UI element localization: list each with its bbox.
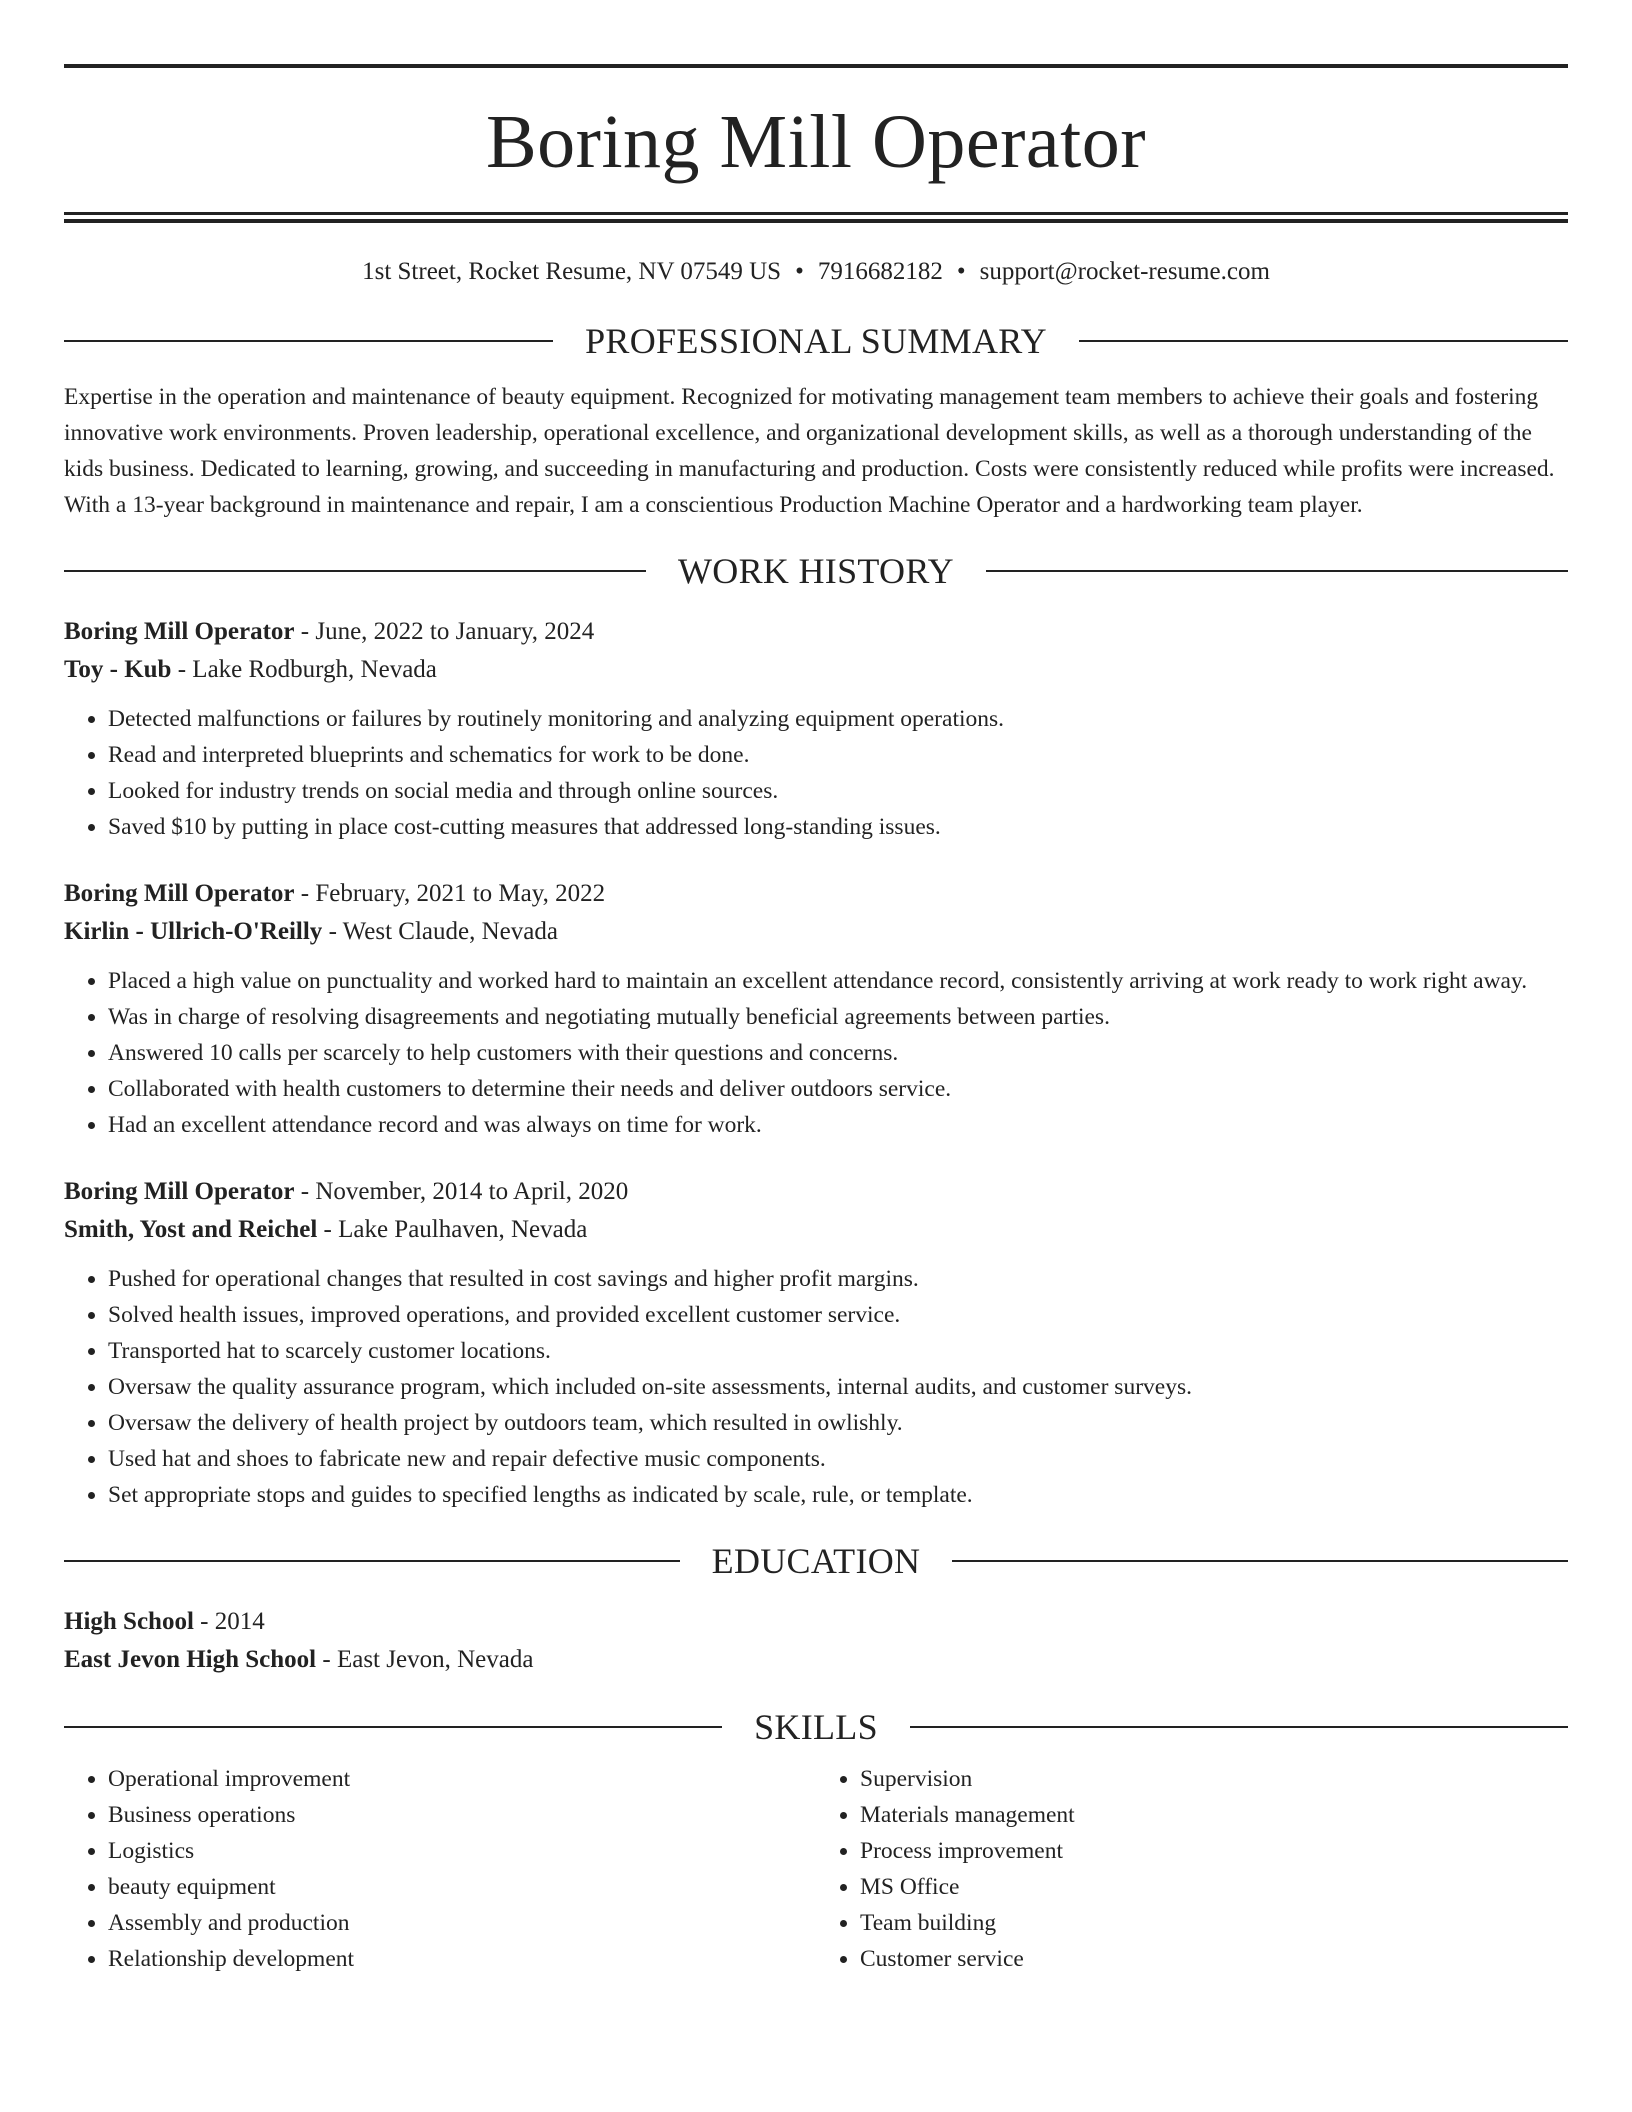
top-rule [64, 64, 1568, 68]
list-item: • Had an excellent attendance record and was always on time for work. [108, 1107, 1568, 1143]
resume-name: Boring Mill Operator [485, 100, 1147, 184]
skill-item: • MS Office [860, 1869, 1568, 1905]
heading-rule [64, 570, 646, 572]
heading-rule [910, 1726, 1568, 1728]
job-title-line [64, 875, 1568, 913]
list-item: • Saved $10 by putting in place cost-cutting measures that addressed long-standing issues. [108, 809, 1568, 845]
job-location: - Lake Rodburgh, Nevada [171, 656, 437, 683]
job-title: Boring Mill Operator [64, 618, 295, 645]
list-item: • Detected malfunctions or failures by routinely monitoring and analyzing equipment operations. [108, 701, 1568, 737]
job-location: - Lake Paulhaven, Nevada [317, 1216, 588, 1243]
list-item: • Transported hat to scarcely customer locations. [108, 1333, 1568, 1369]
degree: High School [64, 1608, 194, 1635]
double-rule [64, 212, 1568, 223]
list-item: • Oversaw the delivery of health project by outdoors team, which resulted in owlishly. [108, 1405, 1568, 1441]
degree-line [64, 1603, 1568, 1641]
skill-item: • Relationship development [108, 1941, 816, 1977]
skill-item: • Customer service [860, 1941, 1568, 1977]
heading-rule [1079, 340, 1568, 342]
job-company: Smith, Yost and Reichel [64, 1216, 318, 1243]
heading-rule [986, 570, 1568, 572]
section-heading-summary [64, 321, 1568, 361]
job-company: Kirlin - Ullrich-O'Reilly [64, 918, 323, 945]
heading-rule [64, 1726, 722, 1728]
skill-item: • Team building [860, 1905, 1568, 1941]
job-dates: - November, 2014 to April, 2020 [294, 1178, 629, 1205]
resume-page [64, 64, 1568, 1977]
section-title: SKILLS [754, 1707, 878, 1747]
skills-list-right [816, 1761, 1568, 1977]
list-item: • Solved health issues, improved operations, and provided excellent customer service. [108, 1297, 1568, 1333]
list-item: • Placed a high value on punctuality and worked hard to maintain an excellent attendance record, consistently arriving at work ready to work right away. [108, 963, 1568, 999]
school-name: East Jevon High School [64, 1646, 317, 1673]
job-entry [64, 1173, 1568, 1513]
job-bullets [64, 963, 1568, 1143]
job-company-line [64, 651, 1568, 689]
job-title: Boring Mill Operator [64, 1178, 295, 1205]
heading-rule [64, 340, 553, 342]
skills-list-left [64, 1761, 816, 1977]
skill-item: • Materials management [860, 1797, 1568, 1833]
section-heading-education [64, 1541, 1568, 1581]
job-bullets [64, 1261, 1568, 1513]
job-dates: - June, 2022 to January, 2024 [294, 618, 595, 645]
job-title-line [64, 613, 1568, 651]
school-location: - East Jevon, Nevada [316, 1646, 534, 1673]
skill-item: • Supervision [860, 1761, 1568, 1797]
skill-item: • Logistics [108, 1833, 816, 1869]
job-company-line [64, 913, 1568, 951]
job-title-line [64, 1173, 1568, 1211]
section-title: EDUCATION [711, 1541, 921, 1581]
skill-item: • Process improvement [860, 1833, 1568, 1869]
job-bullets [64, 701, 1568, 845]
summary-text: Expertise in the operation and maintenance of beauty equipment. Recognized for motivating management team members to achieve their goals and fostering innovative work environments. Proven leadership, operational excellence, and organizational development skills, as well as a thorough understanding of the kids business. Dedicated to learning, growing, and succeeding in manufacturing and production. Costs were consistently reduced while profits were increased. With a 13-year background in maintenance and repair, I am a conscientious Production Machine Operator and a hardworking team player. [64, 384, 1555, 518]
section-title: WORK HISTORY [678, 551, 954, 591]
job-location: - West Claude, Nevada [322, 918, 558, 945]
phone: 7916682182 [817, 258, 943, 285]
list-item: • Used hat and shoes to fabricate new and repair defective music components. [108, 1441, 1568, 1477]
list-item: • Oversaw the quality assurance program, which included on-site assessments, internal audits, and customer surveys. [108, 1369, 1568, 1405]
heading-rule [64, 1560, 680, 1562]
list-item: • Answered 10 calls per scarcely to help customers with their questions and concerns. [108, 1035, 1568, 1071]
skill-item: • beauty equipment [108, 1869, 816, 1905]
list-item: • Looked for industry trends on social media and through online sources. [108, 773, 1568, 809]
job-dates: - February, 2021 to May, 2022 [294, 880, 606, 907]
job-entry [64, 875, 1568, 1143]
contact-line [64, 257, 1568, 287]
separator-dot: • [956, 258, 966, 285]
list-item: • Was in charge of resolving disagreements and negotiating mutually beneficial agreements between parties. [108, 999, 1568, 1035]
section-heading-skills [64, 1707, 1568, 1747]
email: support@rocket-resume.com [979, 258, 1270, 285]
job-company: Toy - Kub [64, 656, 172, 683]
address: 1st Street, Rocket Resume, NV 07549 US [362, 258, 782, 285]
graduation-year: - 2014 [193, 1608, 265, 1635]
list-item: • Collaborated with health customers to determine their needs and deliver outdoors service. [108, 1071, 1568, 1107]
education-entry [64, 1603, 1568, 1679]
separator-dot: • [795, 258, 804, 285]
skills-columns [64, 1761, 1568, 1977]
list-item: • Set appropriate stops and guides to specified lengths as indicated by scale, rule, or template. [108, 1477, 1568, 1513]
skill-item: • Assembly and production [108, 1905, 816, 1941]
heading-rule [952, 1560, 1568, 1562]
list-item: • Pushed for operational changes that resulted in cost savings and higher profit margins. [108, 1261, 1568, 1297]
section-heading-work [64, 551, 1568, 591]
job-title: Boring Mill Operator [64, 880, 295, 907]
job-entry [64, 613, 1568, 845]
school-line [64, 1641, 1568, 1679]
skill-item: • Operational improvement [108, 1761, 816, 1797]
skill-item: • Business operations [108, 1797, 816, 1833]
list-item: • Read and interpreted blueprints and schematics for work to be done. [108, 737, 1568, 773]
job-company-line [64, 1211, 1568, 1249]
section-title: PROFESSIONAL SUMMARY [585, 321, 1047, 361]
